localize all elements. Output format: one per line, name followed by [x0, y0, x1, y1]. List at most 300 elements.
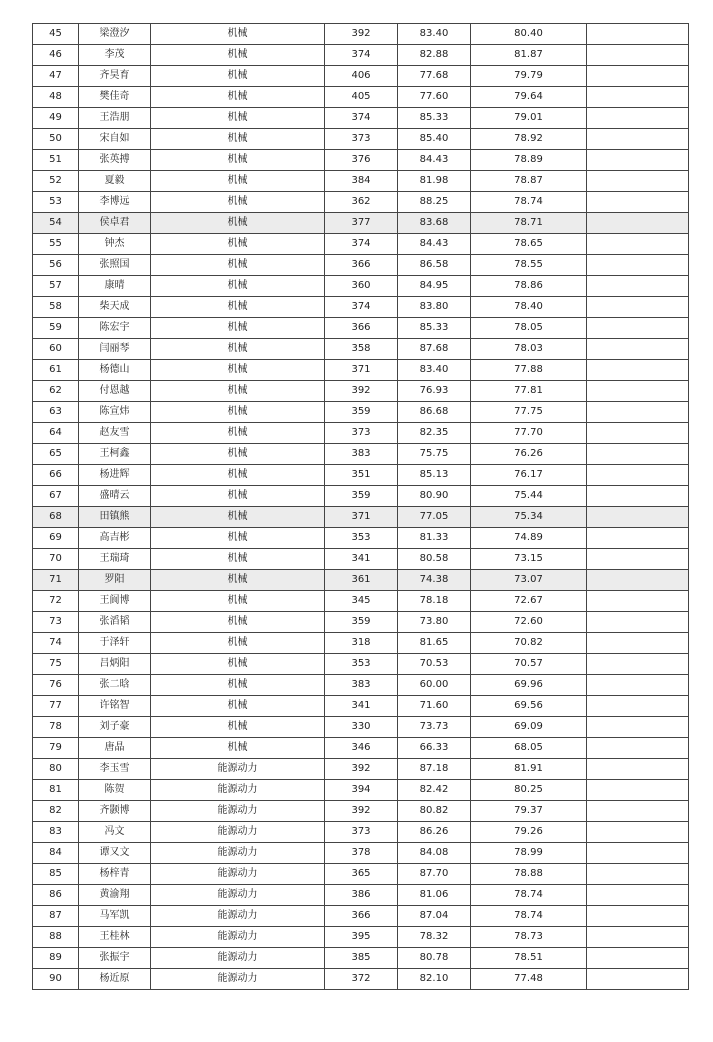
cell-number: 68 — [33, 507, 79, 528]
cell-retest-score: 75.75 — [398, 444, 471, 465]
cell-name: 王阆博 — [79, 591, 151, 612]
table-row — [33, 654, 689, 675]
cell-note — [587, 822, 689, 843]
cell-retest-score: 83.80 — [398, 297, 471, 318]
cell-initial-score: 345 — [325, 591, 398, 612]
cell-total-score: 73.07 — [471, 570, 587, 591]
cell-retest-score: 80.78 — [398, 948, 471, 969]
cell-total-score: 78.74 — [471, 885, 587, 906]
cell-number: 53 — [33, 192, 79, 213]
cell-major: 机械 — [151, 528, 325, 549]
cell-name: 宋自如 — [79, 129, 151, 150]
table-row — [33, 276, 689, 297]
cell-number: 85 — [33, 864, 79, 885]
cell-major: 能源动力 — [151, 948, 325, 969]
cell-initial-score: 377 — [325, 213, 398, 234]
cell-initial-score: 359 — [325, 486, 398, 507]
cell-retest-score: 86.26 — [398, 822, 471, 843]
cell-major: 机械 — [151, 66, 325, 87]
cell-retest-score: 81.98 — [398, 171, 471, 192]
table-row — [33, 360, 689, 381]
cell-major: 机械 — [151, 486, 325, 507]
cell-major: 机械 — [151, 591, 325, 612]
cell-name: 田镇熊 — [79, 507, 151, 528]
cell-number: 47 — [33, 66, 79, 87]
cell-number: 82 — [33, 801, 79, 822]
cell-retest-score: 81.06 — [398, 885, 471, 906]
cell-number: 52 — [33, 171, 79, 192]
cell-number: 59 — [33, 318, 79, 339]
table-row — [33, 150, 689, 171]
cell-name: 唐晶 — [79, 738, 151, 759]
cell-note — [587, 738, 689, 759]
cell-initial-score: 365 — [325, 864, 398, 885]
cell-major: 能源动力 — [151, 843, 325, 864]
cell-total-score: 80.25 — [471, 780, 587, 801]
cell-name: 刘子豪 — [79, 717, 151, 738]
table-row — [33, 213, 689, 234]
table-row — [33, 591, 689, 612]
cell-name: 陈宣炜 — [79, 402, 151, 423]
cell-total-score: 72.67 — [471, 591, 587, 612]
cell-note — [587, 24, 689, 45]
cell-major: 机械 — [151, 339, 325, 360]
cell-initial-score: 366 — [325, 255, 398, 276]
cell-note — [587, 108, 689, 129]
cell-number: 63 — [33, 402, 79, 423]
cell-name: 李博远 — [79, 192, 151, 213]
table-row — [33, 465, 689, 486]
cell-retest-score: 76.93 — [398, 381, 471, 402]
table-row — [33, 318, 689, 339]
cell-retest-score: 83.68 — [398, 213, 471, 234]
cell-retest-score: 86.68 — [398, 402, 471, 423]
cell-name: 赵友雪 — [79, 423, 151, 444]
cell-note — [587, 444, 689, 465]
cell-number: 81 — [33, 780, 79, 801]
cell-retest-score: 84.43 — [398, 234, 471, 255]
cell-total-score: 73.15 — [471, 549, 587, 570]
cell-initial-score: 385 — [325, 948, 398, 969]
cell-major: 机械 — [151, 87, 325, 108]
cell-note — [587, 276, 689, 297]
cell-total-score: 78.03 — [471, 339, 587, 360]
cell-name: 马军凯 — [79, 906, 151, 927]
cell-number: 88 — [33, 927, 79, 948]
cell-number: 51 — [33, 150, 79, 171]
cell-initial-score: 373 — [325, 822, 398, 843]
cell-note — [587, 864, 689, 885]
table-row — [33, 339, 689, 360]
cell-number: 75 — [33, 654, 79, 675]
cell-name: 杨近原 — [79, 969, 151, 990]
cell-initial-score: 395 — [325, 927, 398, 948]
cell-total-score: 79.37 — [471, 801, 587, 822]
table-row — [33, 45, 689, 66]
cell-note — [587, 969, 689, 990]
cell-number: 79 — [33, 738, 79, 759]
cell-total-score: 78.74 — [471, 906, 587, 927]
table-row — [33, 738, 689, 759]
cell-number: 90 — [33, 969, 79, 990]
cell-note — [587, 129, 689, 150]
cell-name: 王柯鑫 — [79, 444, 151, 465]
cell-retest-score: 77.60 — [398, 87, 471, 108]
cell-major: 机械 — [151, 255, 325, 276]
cell-initial-score: 371 — [325, 507, 398, 528]
cell-retest-score: 84.43 — [398, 150, 471, 171]
cell-name: 康晴 — [79, 276, 151, 297]
cell-total-score: 78.55 — [471, 255, 587, 276]
cell-initial-score: 405 — [325, 87, 398, 108]
cell-number: 86 — [33, 885, 79, 906]
cell-name: 高吉彬 — [79, 528, 151, 549]
cell-initial-score: 374 — [325, 108, 398, 129]
cell-note — [587, 696, 689, 717]
table-row — [33, 486, 689, 507]
cell-note — [587, 339, 689, 360]
cell-name: 张滔韬 — [79, 612, 151, 633]
cell-total-score: 77.70 — [471, 423, 587, 444]
cell-number: 71 — [33, 570, 79, 591]
cell-total-score: 75.34 — [471, 507, 587, 528]
table-row — [33, 234, 689, 255]
cell-note — [587, 234, 689, 255]
cell-number: 62 — [33, 381, 79, 402]
cell-number: 58 — [33, 297, 79, 318]
cell-note — [587, 843, 689, 864]
cell-major: 机械 — [151, 549, 325, 570]
cell-note — [587, 906, 689, 927]
cell-number: 70 — [33, 549, 79, 570]
cell-initial-score: 373 — [325, 129, 398, 150]
cell-major: 机械 — [151, 297, 325, 318]
cell-note — [587, 780, 689, 801]
cell-major: 能源动力 — [151, 906, 325, 927]
cell-number: 84 — [33, 843, 79, 864]
table-row — [33, 192, 689, 213]
cell-retest-score: 83.40 — [398, 24, 471, 45]
cell-major: 机械 — [151, 276, 325, 297]
cell-note — [587, 759, 689, 780]
cell-major: 机械 — [151, 633, 325, 654]
cell-total-score: 81.87 — [471, 45, 587, 66]
cell-retest-score: 81.65 — [398, 633, 471, 654]
cell-major: 机械 — [151, 381, 325, 402]
cell-note — [587, 171, 689, 192]
cell-initial-score: 406 — [325, 66, 398, 87]
table-row — [33, 66, 689, 87]
cell-major: 机械 — [151, 171, 325, 192]
cell-total-score: 78.71 — [471, 213, 587, 234]
cell-number: 55 — [33, 234, 79, 255]
cell-retest-score: 73.80 — [398, 612, 471, 633]
cell-retest-score: 85.13 — [398, 465, 471, 486]
table-row — [33, 885, 689, 906]
cell-name: 张照国 — [79, 255, 151, 276]
cell-note — [587, 465, 689, 486]
cell-initial-score: 366 — [325, 906, 398, 927]
cell-number: 49 — [33, 108, 79, 129]
cell-note — [587, 45, 689, 66]
table-row — [33, 255, 689, 276]
cell-initial-score: 378 — [325, 843, 398, 864]
cell-major: 机械 — [151, 570, 325, 591]
cell-major: 能源动力 — [151, 864, 325, 885]
cell-note — [587, 87, 689, 108]
cell-name: 闫丽琴 — [79, 339, 151, 360]
table-row — [33, 948, 689, 969]
cell-note — [587, 927, 689, 948]
cell-total-score: 77.81 — [471, 381, 587, 402]
cell-retest-score: 80.82 — [398, 801, 471, 822]
cell-retest-score: 84.08 — [398, 843, 471, 864]
cell-number: 87 — [33, 906, 79, 927]
table-row — [33, 717, 689, 738]
cell-retest-score: 82.88 — [398, 45, 471, 66]
score-table-body — [33, 24, 689, 990]
cell-note — [587, 255, 689, 276]
cell-name: 张二晗 — [79, 675, 151, 696]
cell-retest-score: 85.33 — [398, 318, 471, 339]
table-row — [33, 129, 689, 150]
cell-initial-score: 362 — [325, 192, 398, 213]
table-row — [33, 612, 689, 633]
cell-note — [587, 612, 689, 633]
cell-major: 机械 — [151, 423, 325, 444]
cell-initial-score: 359 — [325, 402, 398, 423]
cell-name: 齐昊育 — [79, 66, 151, 87]
cell-major: 机械 — [151, 738, 325, 759]
cell-initial-score: 361 — [325, 570, 398, 591]
cell-name: 杨德山 — [79, 360, 151, 381]
cell-note — [587, 549, 689, 570]
cell-note — [587, 948, 689, 969]
cell-total-score: 78.89 — [471, 150, 587, 171]
cell-major: 机械 — [151, 318, 325, 339]
cell-note — [587, 591, 689, 612]
cell-name: 梁澄汐 — [79, 24, 151, 45]
cell-initial-score: 330 — [325, 717, 398, 738]
cell-name: 罗阳 — [79, 570, 151, 591]
cell-name: 李茂 — [79, 45, 151, 66]
cell-number: 65 — [33, 444, 79, 465]
cell-total-score: 78.99 — [471, 843, 587, 864]
cell-name: 王瑞琦 — [79, 549, 151, 570]
cell-retest-score: 88.25 — [398, 192, 471, 213]
cell-retest-score: 73.73 — [398, 717, 471, 738]
cell-total-score: 79.79 — [471, 66, 587, 87]
cell-major: 机械 — [151, 45, 325, 66]
cell-major: 机械 — [151, 192, 325, 213]
cell-total-score: 68.05 — [471, 738, 587, 759]
cell-note — [587, 213, 689, 234]
cell-major: 机械 — [151, 675, 325, 696]
table-row — [33, 906, 689, 927]
cell-name: 陈贺 — [79, 780, 151, 801]
cell-total-score: 76.17 — [471, 465, 587, 486]
cell-major: 机械 — [151, 465, 325, 486]
cell-initial-score: 318 — [325, 633, 398, 654]
cell-number: 72 — [33, 591, 79, 612]
cell-initial-score: 383 — [325, 444, 398, 465]
cell-note — [587, 570, 689, 591]
cell-name: 盛晴云 — [79, 486, 151, 507]
cell-initial-score: 392 — [325, 381, 398, 402]
cell-retest-score: 77.68 — [398, 66, 471, 87]
cell-major: 机械 — [151, 150, 325, 171]
cell-major: 机械 — [151, 654, 325, 675]
cell-initial-score: 341 — [325, 696, 398, 717]
cell-name: 吕炳阳 — [79, 654, 151, 675]
table-row — [33, 549, 689, 570]
cell-total-score: 75.44 — [471, 486, 587, 507]
cell-initial-score: 353 — [325, 654, 398, 675]
cell-note — [587, 402, 689, 423]
cell-total-score: 78.86 — [471, 276, 587, 297]
cell-name: 谭又文 — [79, 843, 151, 864]
cell-initial-score: 392 — [325, 24, 398, 45]
cell-name: 侯卓君 — [79, 213, 151, 234]
cell-name: 柴天成 — [79, 297, 151, 318]
cell-name: 杨梓青 — [79, 864, 151, 885]
cell-initial-score: 384 — [325, 171, 398, 192]
cell-number: 83 — [33, 822, 79, 843]
cell-retest-score: 74.38 — [398, 570, 471, 591]
cell-major: 机械 — [151, 24, 325, 45]
cell-total-score: 78.88 — [471, 864, 587, 885]
table-row — [33, 864, 689, 885]
cell-number: 77 — [33, 696, 79, 717]
cell-major: 能源动力 — [151, 780, 325, 801]
cell-major: 能源动力 — [151, 969, 325, 990]
cell-retest-score: 87.18 — [398, 759, 471, 780]
cell-note — [587, 318, 689, 339]
table-row — [33, 759, 689, 780]
cell-initial-score: 346 — [325, 738, 398, 759]
cell-number: 74 — [33, 633, 79, 654]
cell-major: 机械 — [151, 444, 325, 465]
cell-note — [587, 633, 689, 654]
cell-retest-score: 87.68 — [398, 339, 471, 360]
cell-number: 89 — [33, 948, 79, 969]
cell-number: 54 — [33, 213, 79, 234]
cell-initial-score: 374 — [325, 297, 398, 318]
table-row — [33, 297, 689, 318]
cell-initial-score: 366 — [325, 318, 398, 339]
cell-retest-score: 87.70 — [398, 864, 471, 885]
cell-name: 齐颢博 — [79, 801, 151, 822]
cell-initial-score: 383 — [325, 675, 398, 696]
cell-note — [587, 150, 689, 171]
cell-retest-score: 78.32 — [398, 927, 471, 948]
table-row — [33, 444, 689, 465]
cell-major: 机械 — [151, 129, 325, 150]
table-row — [33, 822, 689, 843]
table-row — [33, 675, 689, 696]
cell-name: 李玉雪 — [79, 759, 151, 780]
cell-note — [587, 717, 689, 738]
cell-total-score: 77.88 — [471, 360, 587, 381]
cell-retest-score: 85.33 — [398, 108, 471, 129]
cell-note — [587, 360, 689, 381]
cell-note — [587, 192, 689, 213]
cell-initial-score: 392 — [325, 801, 398, 822]
cell-major: 机械 — [151, 213, 325, 234]
cell-name: 付恩越 — [79, 381, 151, 402]
cell-number: 56 — [33, 255, 79, 276]
cell-total-score: 81.91 — [471, 759, 587, 780]
cell-initial-score: 358 — [325, 339, 398, 360]
cell-total-score: 78.51 — [471, 948, 587, 969]
cell-initial-score: 360 — [325, 276, 398, 297]
cell-total-score: 77.48 — [471, 969, 587, 990]
cell-major: 能源动力 — [151, 885, 325, 906]
cell-name: 王浩朋 — [79, 108, 151, 129]
cell-total-score: 80.40 — [471, 24, 587, 45]
cell-number: 73 — [33, 612, 79, 633]
cell-retest-score: 71.60 — [398, 696, 471, 717]
cell-retest-score: 84.95 — [398, 276, 471, 297]
cell-major: 机械 — [151, 360, 325, 381]
cell-retest-score: 82.10 — [398, 969, 471, 990]
cell-total-score: 78.65 — [471, 234, 587, 255]
cell-name: 杨进辉 — [79, 465, 151, 486]
cell-number: 64 — [33, 423, 79, 444]
cell-name: 张振宇 — [79, 948, 151, 969]
cell-retest-score: 80.90 — [398, 486, 471, 507]
cell-note — [587, 297, 689, 318]
cell-name: 冯文 — [79, 822, 151, 843]
cell-total-score: 78.40 — [471, 297, 587, 318]
table-row — [33, 24, 689, 45]
cell-initial-score: 374 — [325, 45, 398, 66]
cell-total-score: 69.96 — [471, 675, 587, 696]
cell-name: 于泽轩 — [79, 633, 151, 654]
table-row — [33, 87, 689, 108]
score-table — [32, 23, 689, 990]
cell-total-score: 76.26 — [471, 444, 587, 465]
cell-major: 机械 — [151, 108, 325, 129]
cell-number: 76 — [33, 675, 79, 696]
cell-retest-score: 81.33 — [398, 528, 471, 549]
table-row — [33, 927, 689, 948]
table-row — [33, 402, 689, 423]
table-row — [33, 633, 689, 654]
cell-note — [587, 801, 689, 822]
table-row — [33, 969, 689, 990]
cell-total-score: 74.89 — [471, 528, 587, 549]
table-row — [33, 171, 689, 192]
cell-major: 能源动力 — [151, 822, 325, 843]
cell-name: 陈宏宇 — [79, 318, 151, 339]
cell-retest-score: 66.33 — [398, 738, 471, 759]
cell-name: 王桂林 — [79, 927, 151, 948]
cell-total-score: 79.64 — [471, 87, 587, 108]
table-row — [33, 423, 689, 444]
cell-major: 能源动力 — [151, 927, 325, 948]
cell-number: 50 — [33, 129, 79, 150]
cell-initial-score: 372 — [325, 969, 398, 990]
cell-initial-score: 394 — [325, 780, 398, 801]
cell-number: 60 — [33, 339, 79, 360]
cell-major: 机械 — [151, 402, 325, 423]
cell-retest-score: 77.05 — [398, 507, 471, 528]
table-row — [33, 570, 689, 591]
cell-initial-score: 386 — [325, 885, 398, 906]
cell-number: 66 — [33, 465, 79, 486]
cell-total-score: 69.56 — [471, 696, 587, 717]
